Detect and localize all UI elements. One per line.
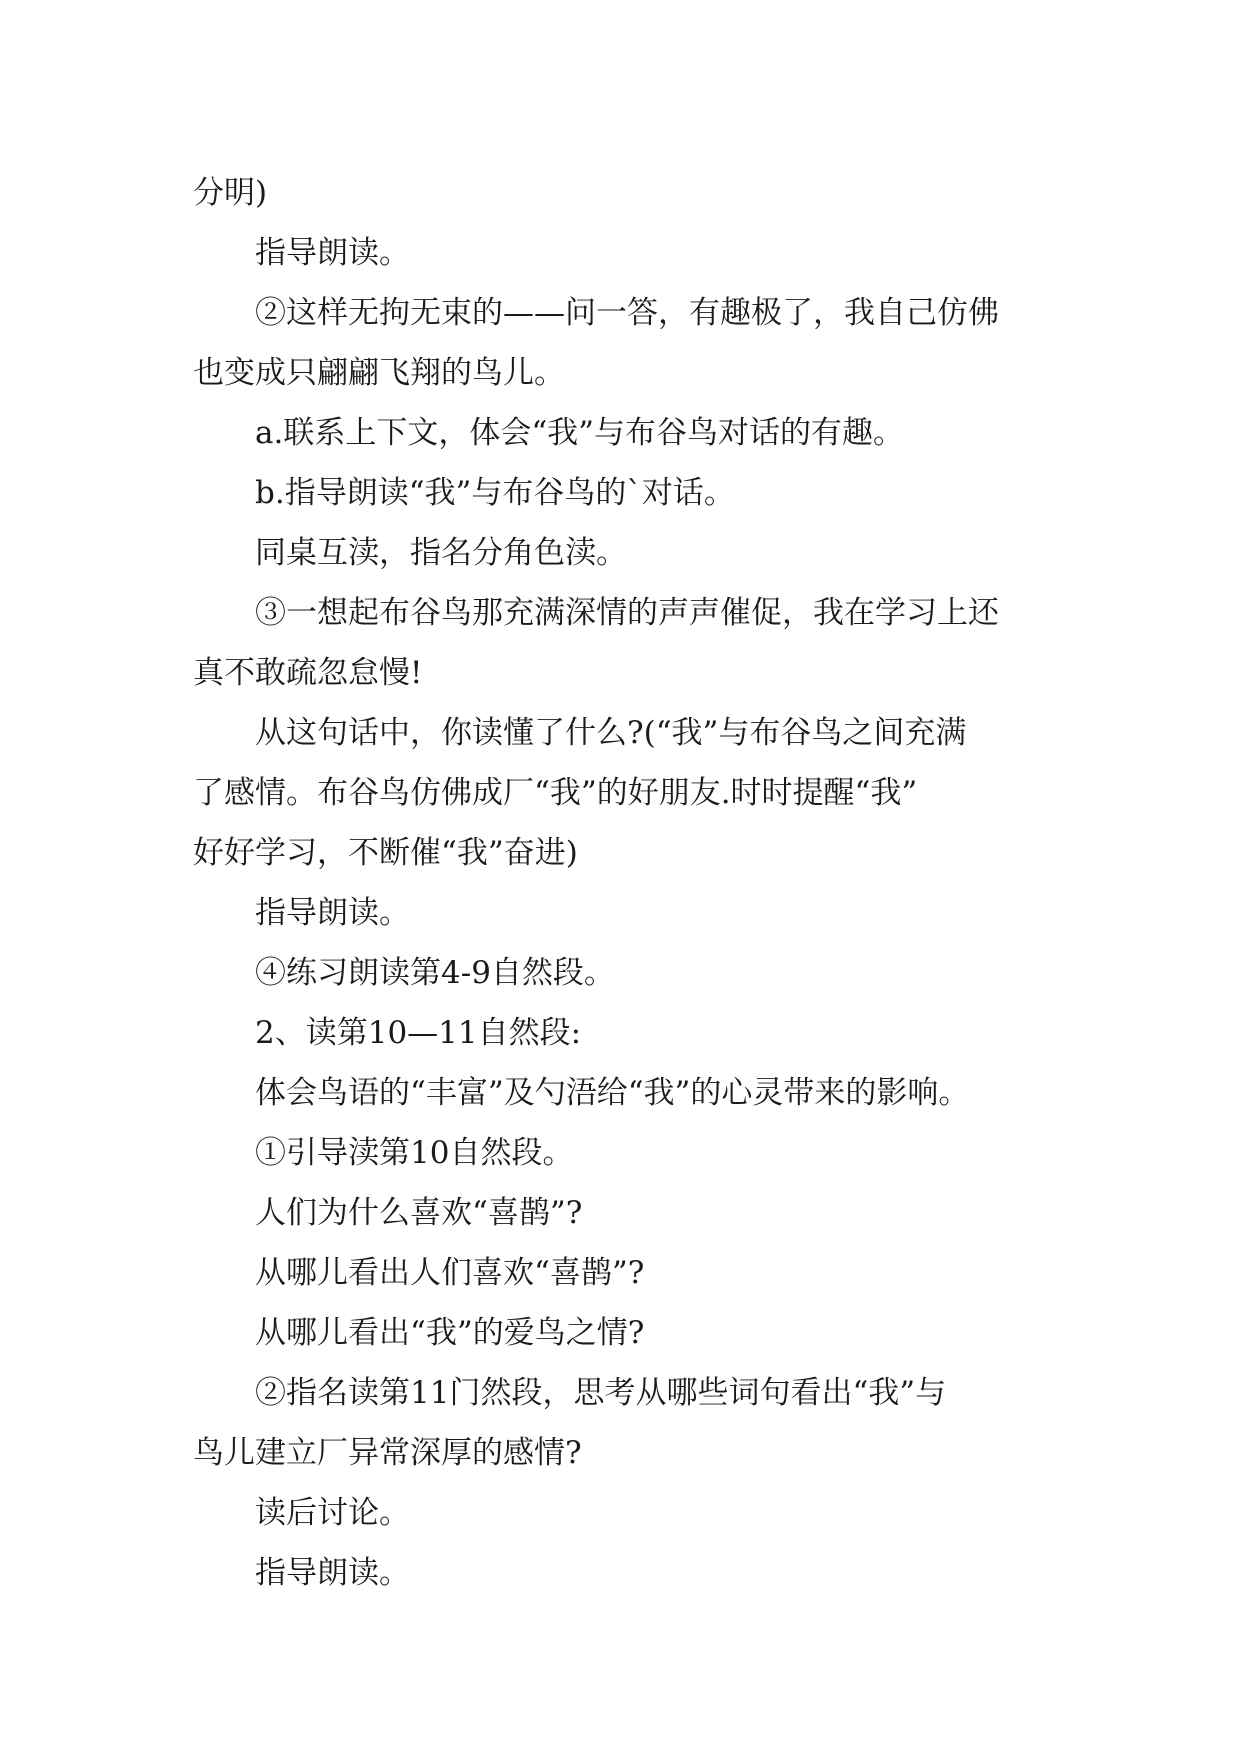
text-line: 从哪儿看出人们喜欢“喜鹊”? [255,1255,645,1291]
text-line: b.指导朗读“我”与布谷鸟的`对话。 [255,475,735,511]
text-line: 指导朗读。 [255,895,410,931]
text-line: ②这样无拘无束的——问一答，有趣极了，我自己仿佛 [255,295,999,331]
text-line: ③一想起布谷鸟那充满深情的声声催促，我在学习上还 [255,595,999,631]
text-line: a.联系上下文，体会“我”与布谷鸟对话的有趣。 [255,415,905,451]
text-line: 真不敢疏忽怠慢! [193,655,423,691]
text-line: 体会鸟语的“丰富”及勺浯给“我”的心灵带来的影响。 [255,1075,970,1111]
text-line: 人们为什么喜欢“喜鹊”? [255,1195,583,1231]
text-line: 2、读第10—11自然段: [255,1015,582,1051]
text-line: 鸟儿建立厂异常深厚的感情? [193,1435,582,1471]
text-line: 同桌互渎，指名分角色渎。 [255,535,627,571]
text-line: 从这句话中，你读懂了什么?(“我”与布谷鸟之间充满 [255,715,967,751]
text-line: 从哪儿看出“我”的爱鸟之情? [255,1315,645,1351]
text-line: 读后讨论。 [255,1495,410,1531]
text-line: 指导朗读。 [255,235,410,271]
text-line: ①引导渎第10自然段。 [255,1135,574,1171]
text-line: 好好学习，不断催“我”奋进) [193,835,578,871]
text-line: 指导朗读。 [255,1555,410,1591]
text-line: 也变成只翩翩飞翔的鸟儿。 [193,355,565,391]
document-body [193,163,1055,1603]
text-line: ②指名读第11门然段，思考从哪些词句看出“我”与 [255,1375,947,1411]
text-line: ④练习朗读第4-9自然段。 [255,955,615,991]
text-line: 分明) [193,175,268,211]
text-line: 了感情。布谷鸟仿佛成厂“我”的好朋友.时时提醒“我” [193,775,918,811]
